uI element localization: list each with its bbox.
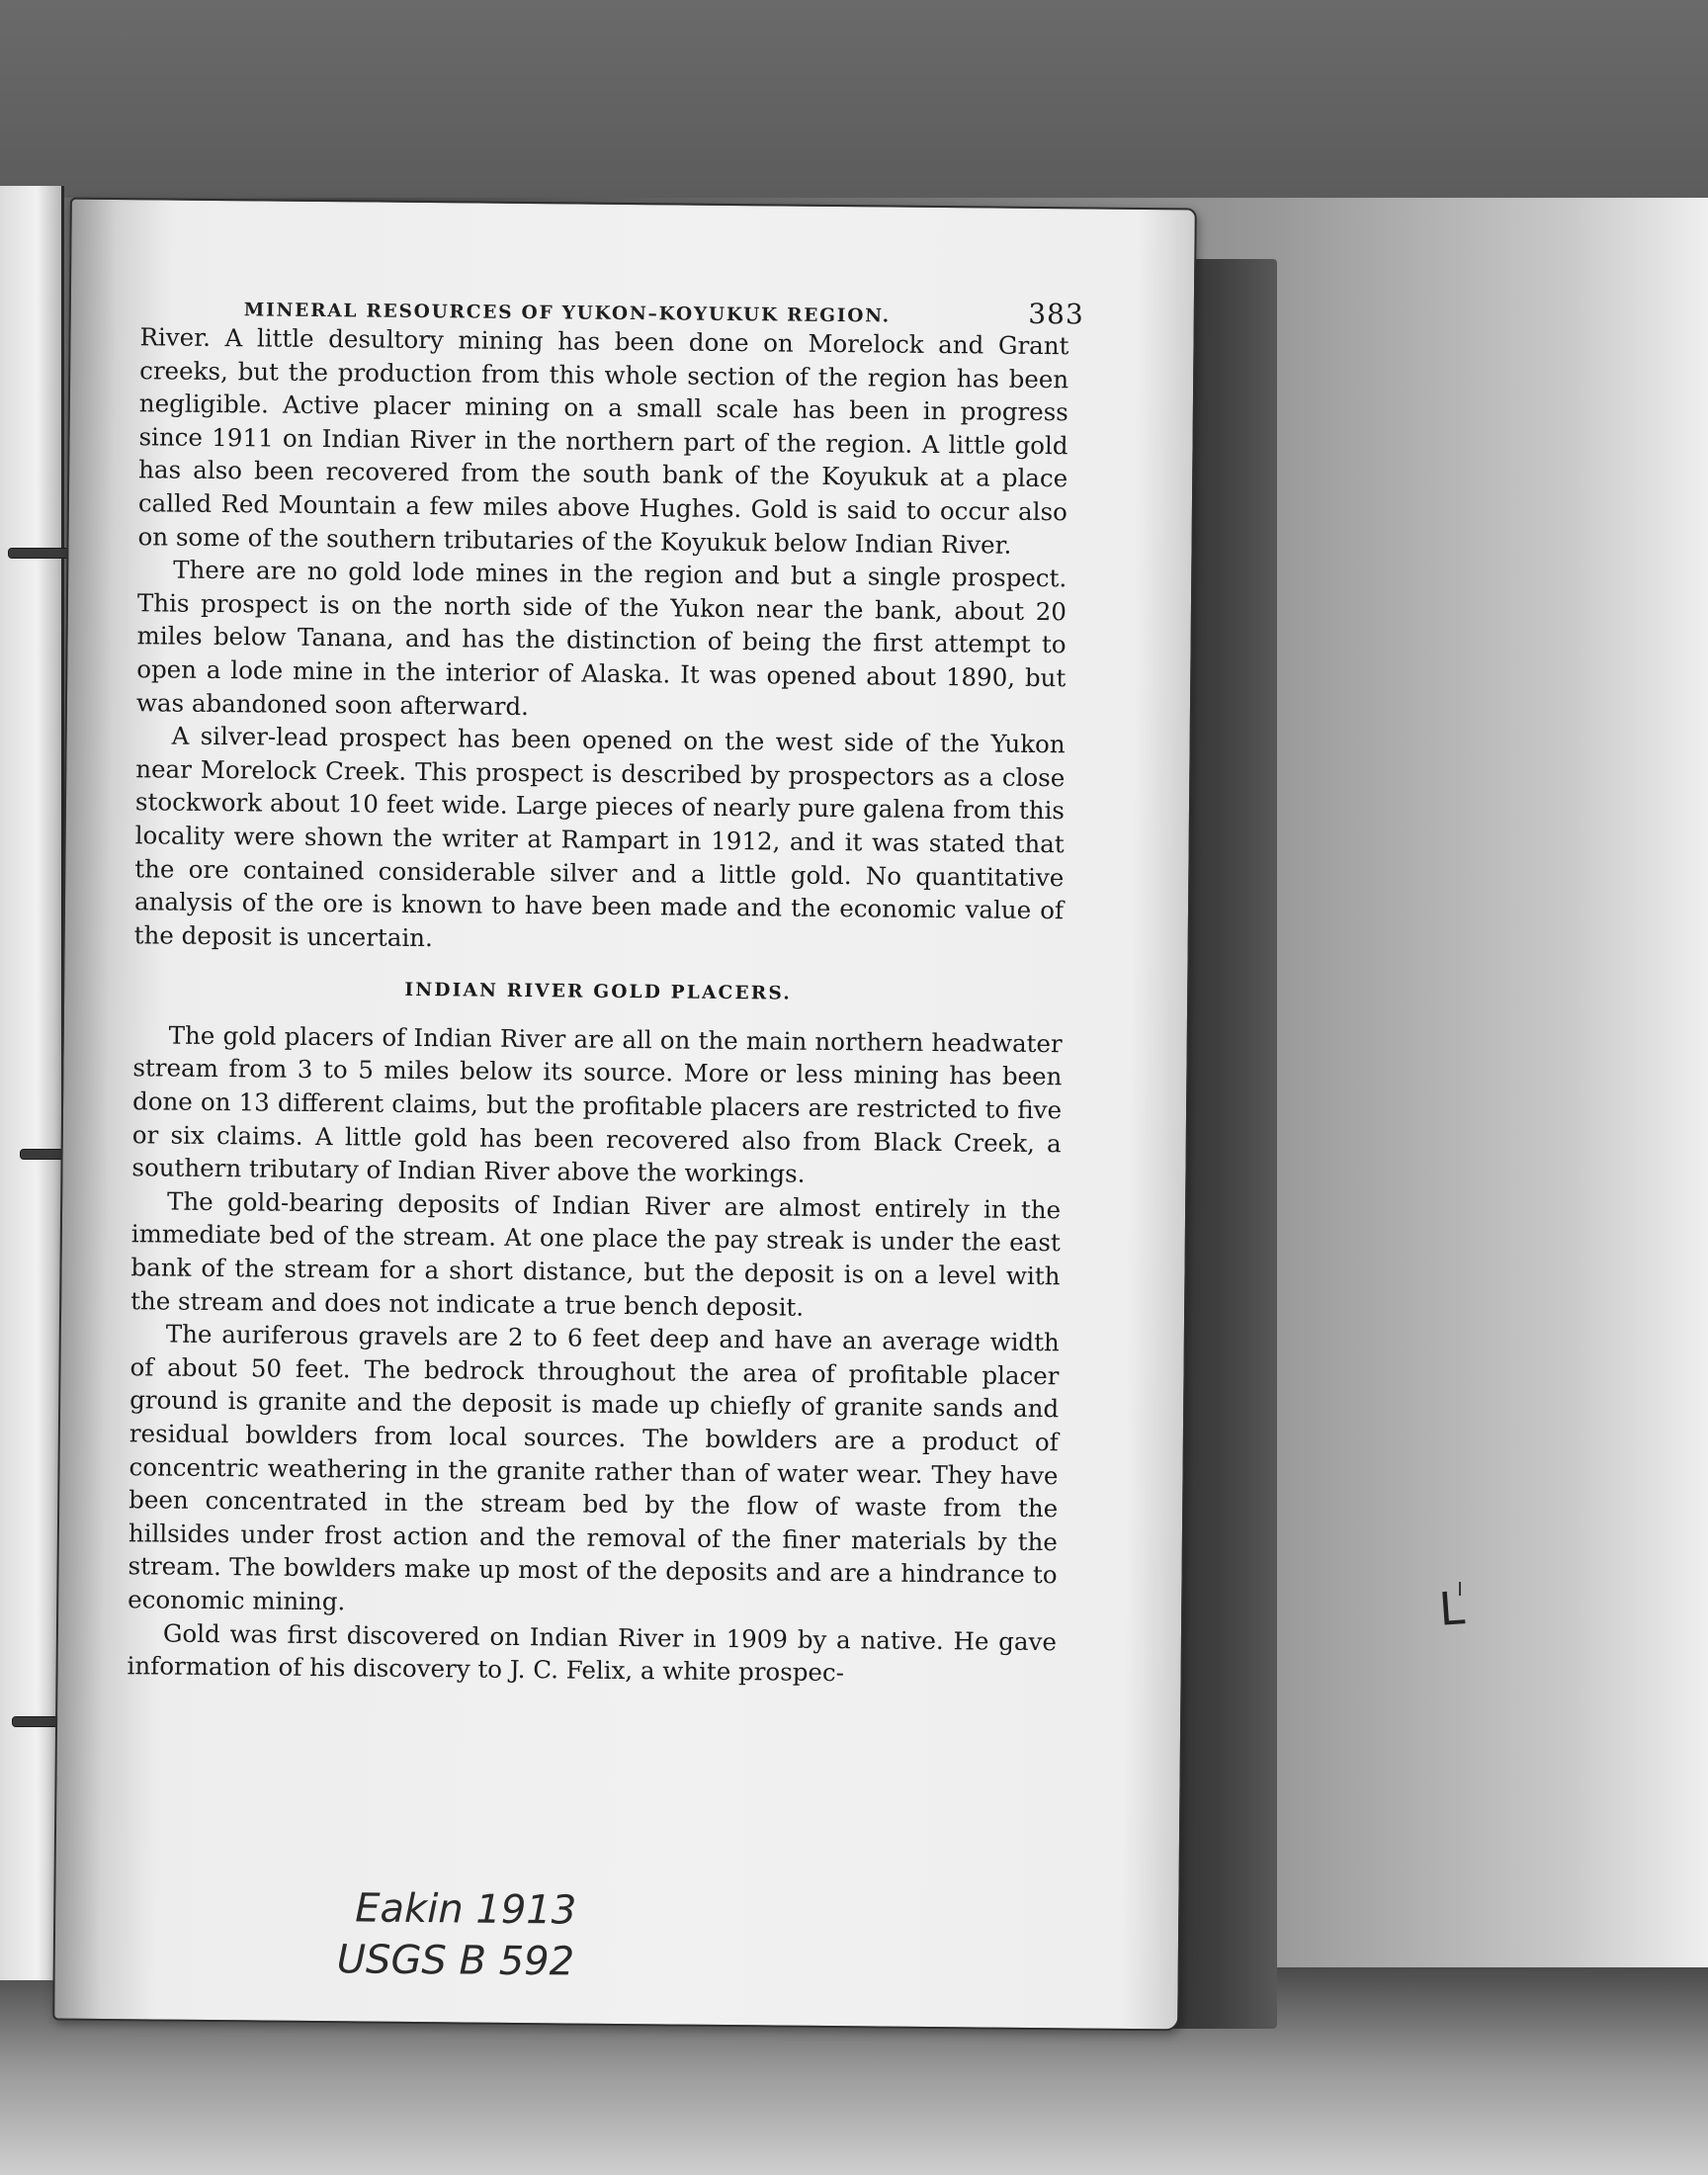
- margin-mark: L: [1437, 1581, 1467, 1636]
- paragraph-silver-lead: A silver-lead prospect has been opened on the west side of the Yukon near Morelock Creek. This prospect is described by prospectors as a close stockwork about 10 feet wide. Large pieces of nearly pure galena from this locality were shown the writer at Rampart in 1912, and it was stated that the ore contained considerable silver and a little gold. No quantitative analysis of the ore is known to have been made and the economic value of the deposit is uncertain.: [133, 721, 1066, 952]
- paragraph-gravels: The auriferous gravels are 2 to 6 feet deep and have an average width of about 50 feet. The bedrock throughout the area of profitable placer ground is granite and the deposit is made up chiefly of granite sands and residual bowlders from local sources. The bowlders are a product of concentric weathering in the granite rather than of water wear. They have been concentrated in the stream bed by the flow of waste from the hillsides under frost action and the removal of the finer materials by the stream. The bowlders make up most of the deposits and are a hindrance to economic mining.: [128, 1319, 1060, 1616]
- paragraph-deposits: The gold-bearing deposits of Indian River are almost entirely in the immediate bed of the stream. At one place the pay streak is under the east bank of the stream for a short distance, but the deposit is on a level with the stream and does not indicate a true bench deposit.: [130, 1186, 1062, 1322]
- scan-top-shadow: [0, 0, 1708, 198]
- page-body: [127, 320, 1068, 1692]
- book-page: [52, 198, 1197, 2032]
- running-head: MINERAL RESOURCES OF YUKON–KOYUKUK REGION.: [243, 300, 892, 327]
- page-number: 383: [1028, 297, 1084, 331]
- paragraph-placers: The gold placers of Indian River are all on the main northern headwater stream from 3 to 5 miles below its source. More or less mining has been done on 13 different claims, but the profitable placers are restricted to five or six claims. A little gold has been recovered also from Black Creek, a southern tributary of Indian River above the workings.: [131, 1020, 1063, 1189]
- paragraph-discovery: Gold was first discovered on Indian River in 1909 by a native. He gave information of his discovery to J. C. Felix, a white prospec-: [127, 1618, 1058, 1688]
- paragraph-continuation: River. A little desultory mining has been done on Morelock and Grant creeks, but the production from this whole section of the region has been negligible. Active placer mining on a small scale has been in progress since 1911 on Indian River in the northern part of the region. A little gold has also been recovered from the south bank of the Koyukuk at a place called Red Mountain a few miles above Hughes. Gold is said to occur also on some of the southern tributaries of the Koyukuk below Indian River.: [137, 322, 1069, 560]
- section-heading: INDIAN RIVER GOLD PLACERS.: [404, 980, 793, 1004]
- handwritten-line-2: USGS B 592: [336, 1937, 575, 1985]
- handwritten-citation: [337, 1882, 577, 1987]
- paragraph-lode-mines: There are no gold lode mines in the region and but a single prospect. This prospect is on the north side of the Yukon near the bank, about 20 miles below Tanana, and has the distinction of being the first attempt to open a lode mine in the interior of Alaska. It was opened about 1890, but was abandoned soon afterward.: [135, 555, 1068, 721]
- handwritten-line-1: Eakin 1913: [355, 1885, 577, 1934]
